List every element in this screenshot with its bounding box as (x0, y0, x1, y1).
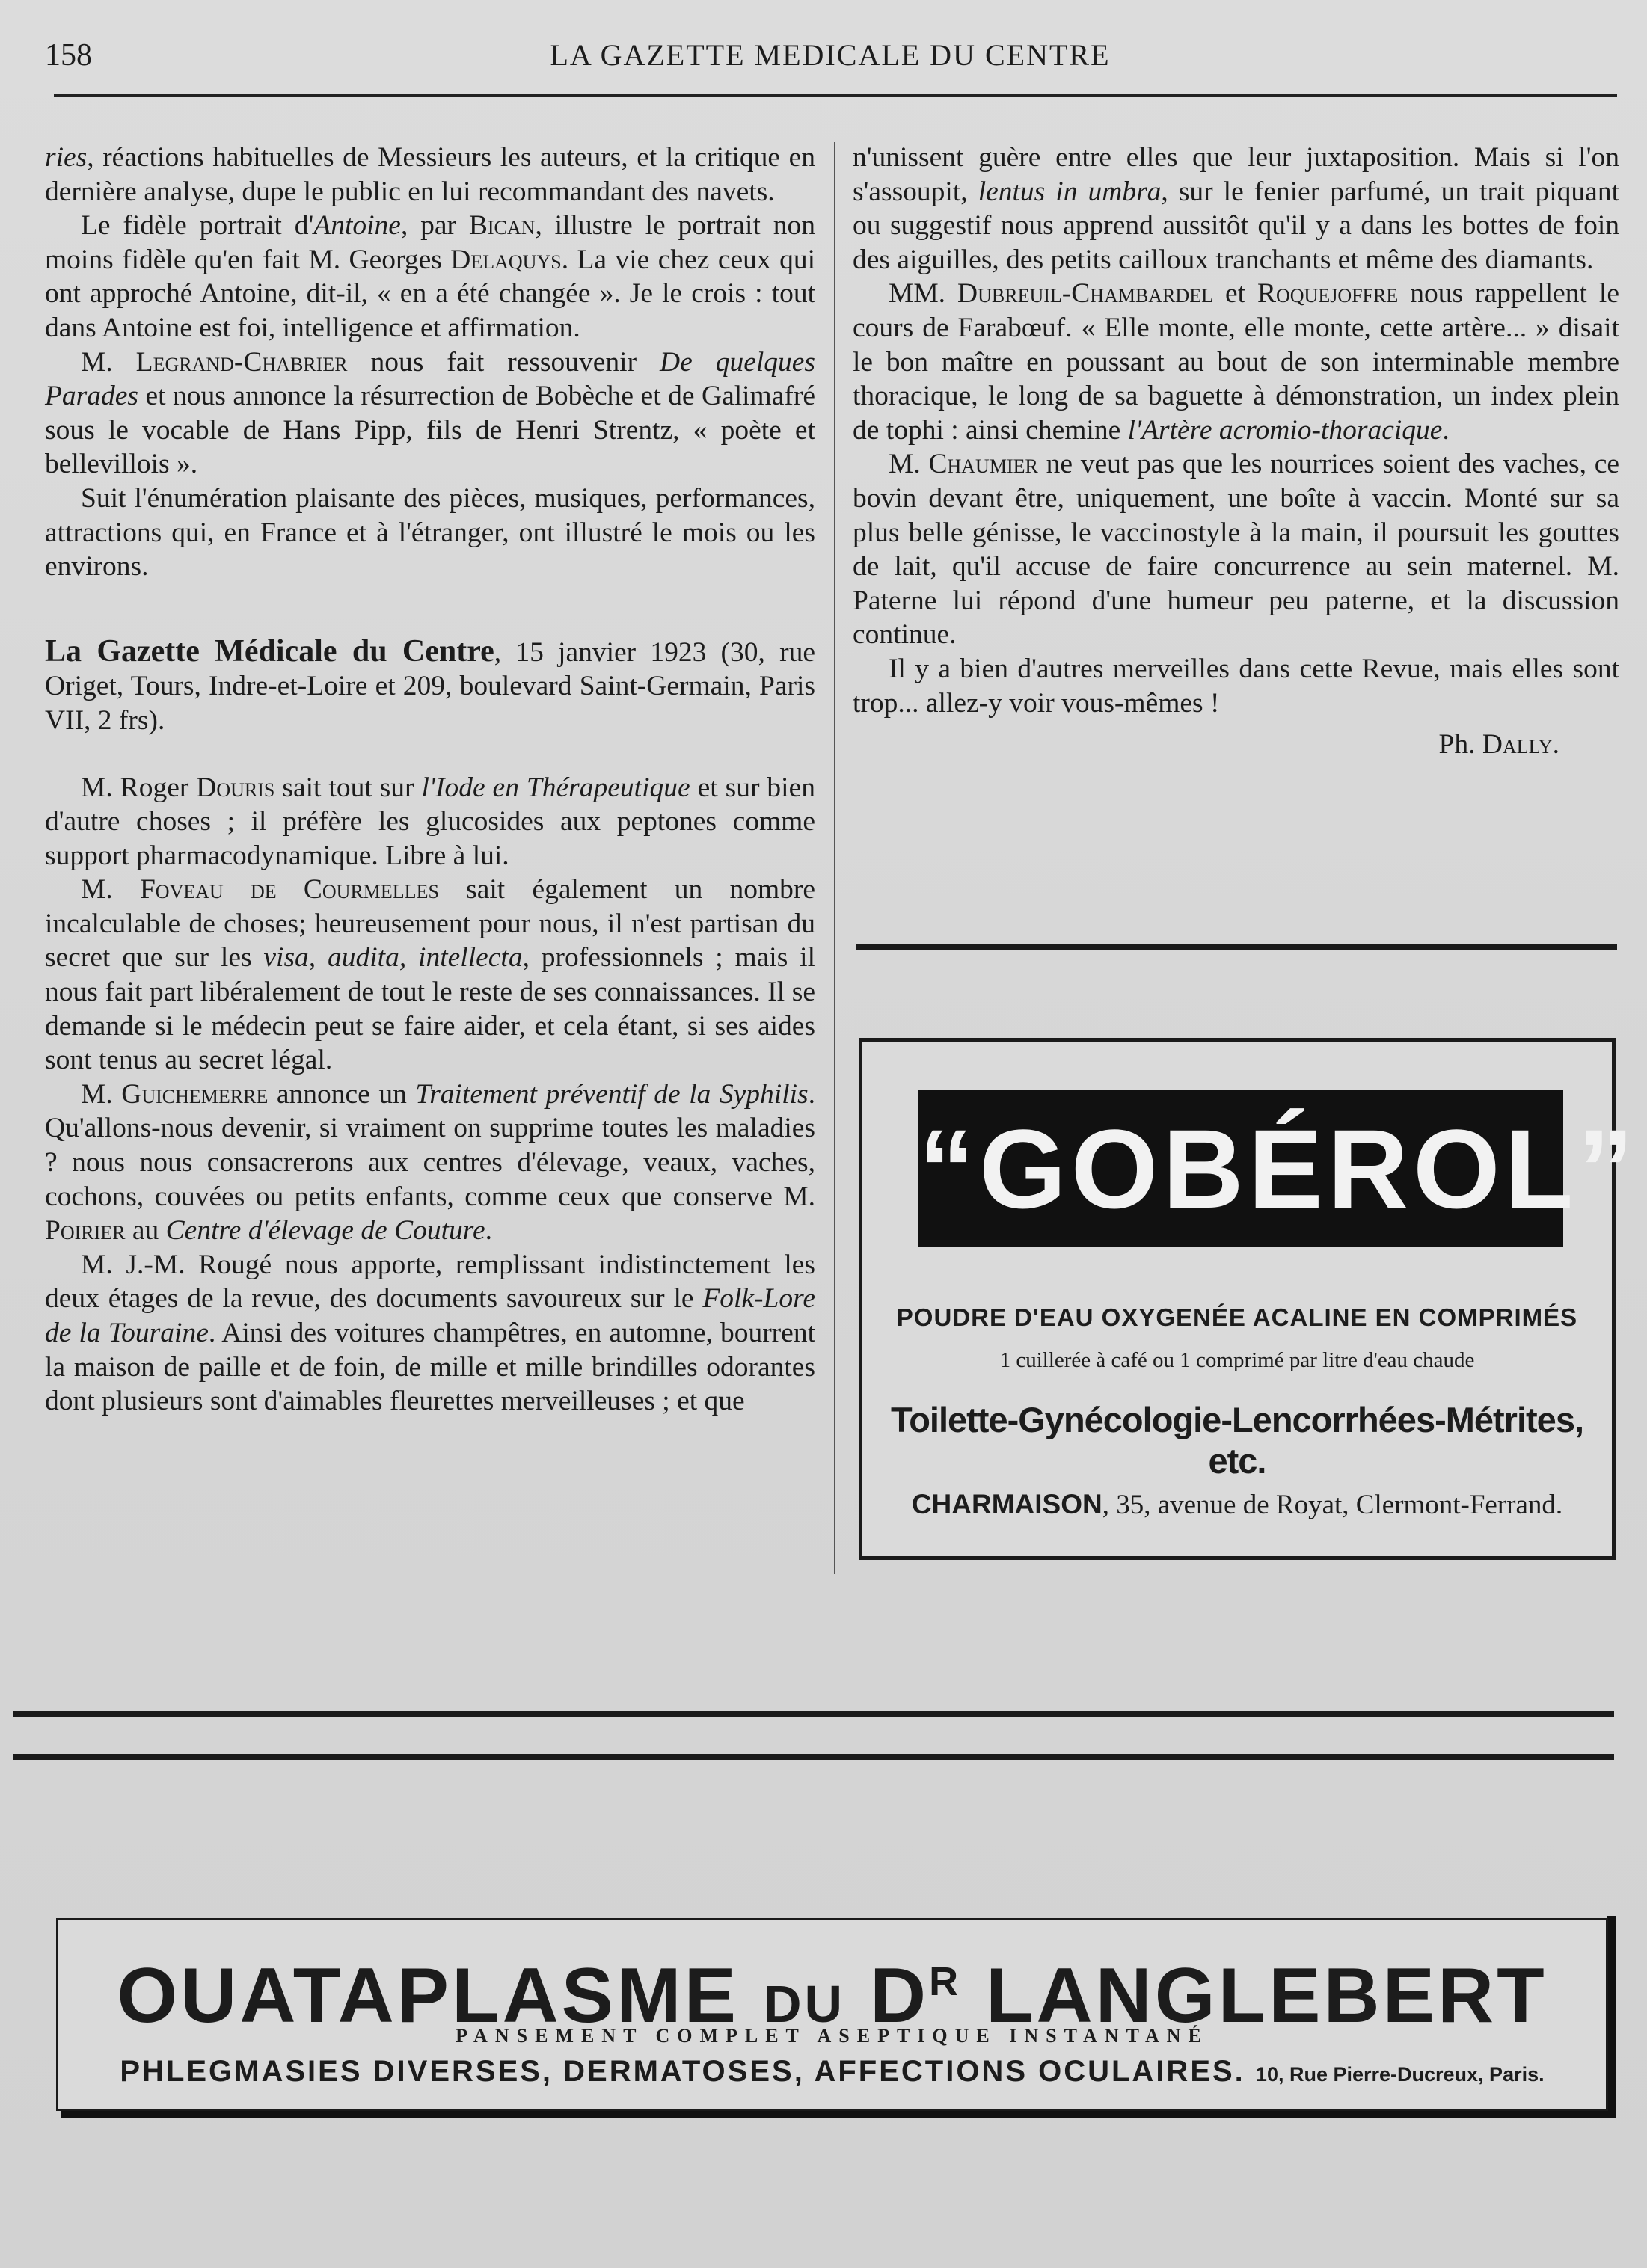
paragraph: n'unissent guère entre elles que leur juxtaposition. Mais si l'on s'assoupit, lentus in umbra, sur le fenier parfumé, un trait piquant ou suggestif nous apprend aussitôt qu'il y a dans les bottes de foin des aiguilles, des petits cailloux tranchants et même des diamants. (853, 142, 1619, 275)
langlebert-subtitle: PANSEMENT COMPLET ASEPTIQUE INSTANTANÉ (456, 2025, 1209, 2047)
running-title: LA GAZETTE MEDICALE DU CENTRE (550, 38, 1111, 72)
goberol-advertisement (859, 1038, 1639, 1560)
goberol-dosage: 1 cuillerée à café ou 1 comprimé par litre d'eau chaude (999, 1348, 1475, 1372)
right-column (853, 141, 1619, 762)
page-header (45, 37, 1616, 82)
paragraph: M. Roger Douris sait tout sur l'Iode en Thérapeutique et sur bien d'autre choses ; il préfère les glucosides aux peptones comme support pharmacodynamique. Libre à lui. (45, 772, 815, 871)
signature: Ph. Dally. (1438, 729, 1559, 760)
section-rule (856, 944, 1617, 950)
paragraph: M. Guichemerre annonce un Traitement préventif de la Syphilis. Qu'allons-nous devenir, si vraiment on supprime toutes les maladies ? nous nous consacrerons aux centres d'élevage, veaux, vaches, cochons, couvées ou petits enfants, comme ceux que conserve M. Poirier au Centre d'élevage de Couture. (45, 1078, 816, 1247)
paragraph: M. Chaumier ne veut pas que les nourrices soient des vaches, ce bovin devant être, uniquement, une boîte à vaccin. Monté sur sa plus belle génisse, le vaccinostyle à la main, il poursuit les gouttes de lait, qu'il accuse de faire concurrence au sein maternel. M. Paterne lui répond d'une humeur peu paterne, et la discussion continue. (853, 449, 1619, 651)
paragraph: MM. Dubreuil-Chambardel et Roquejoffre nous rappellent le cours de Farabœuf. « Elle monte, elle monte, cette artère... » disait le bon maître en poussant au bout de son interminable membre thoracique, le long de sa baguette à démonstration, un index plein de tophi : ainsi chemine l'Artère acromio-thoracique. (853, 278, 1619, 446)
left-column (45, 141, 815, 1419)
page-number: 158 (45, 38, 92, 73)
goberol-address: CHARMAISON, 35, avenue de Royat, Clermont-Ferrand. (911, 1489, 1563, 1520)
goberol-description: POUDRE D'EAU OXYGENÉE ACALINE EN COMPRIMÉS (896, 1303, 1578, 1331)
goberol-indications: Toilette-Gynécologie-Lencorrhées-Métrites, etc. (890, 1400, 1584, 1481)
review-heading: La Gazette Médicale du Centre, 15 janvier 1923 (30, rue Origet, Tours, Indre-et-Loire et 209, boulevard Saint-Germain, Paris VII, 2 frs). (45, 633, 816, 736)
goberol-brand: “GOBÉROL” (918, 1090, 1563, 1247)
column-divider (834, 142, 835, 1574)
paragraph: M. Legrand-Chabrier nous fait ressouvenir De quelques Parades et nous annonce la résurrection de Bobèche et de Galimafré sous le vocable de Hans Pipp, fils de Henri Strentz, « poète et bellevillois ». (45, 346, 816, 480)
header-rule (54, 94, 1617, 97)
page-rule (13, 1711, 1614, 1717)
langlebert-title: OUATAPLASME DU $D^R$ LANGLEBERT (117, 1952, 1548, 2039)
langlebert-advertisement (56, 1918, 1608, 2111)
paragraph: Il y a bien d'autres merveilles dans cette Revue, mais elles sont trop... allez-y voir vous-mêmes ! (853, 653, 1619, 719)
paragraph: Le fidèle portrait d'Antoine, par Bican, illustre le portrait non moins fidèle qu'en fait M. Georges Delaquys. La vie chez ceux qui ont approché Antoine, dit-il, « en a été changée ». Je le crois : tout dans Antoine est foi, intelligence et affirmation. (45, 210, 815, 343)
page-rule (13, 1754, 1614, 1760)
paragraph: Suit l'énumération plaisante des pièces, musiques, performances, attractions qui, en France et à l'étranger, ont illustré le mois ou les environs. (45, 482, 815, 583)
paragraph: M. J.-M. Rougé nous apporte, remplissant indistinctement les deux étages de la revue, des documents savoureux sur le Folk-Lore de la Touraine. Ainsi des voitures champêtres, en automne, bourrent la maison de paille et de foin, de mille et mille brindilles odorantes dont plusieurs sont d'aimables fleurettes merveilleuses ; et que (45, 1249, 815, 1417)
langlebert-indications: PHLEGMASIES DIVERSES, DERMATOSES, AFFECTIONS OCULAIRES. 10, Rue Pierre-Ducreux, Paris. (120, 2055, 1545, 2088)
paragraph: ries, réactions habituelles de Messieurs les auteurs, et la critique en dernière analyse, dupe le public en lui recommandant des navets. (45, 142, 815, 207)
paragraph: M. Foveau de Courmelles sait également un nombre incalculable de choses; heureusement pour nous, il n'est partisan du secret que sur les visa, audita, intellecta, professionnels ; mais il nous fait part libéralement de tout le reste de ses connaissances. Il se demande si le médecin peut se faire aider, et cela étant, si ses aides sont tenus au secret légal. (45, 874, 816, 1076)
